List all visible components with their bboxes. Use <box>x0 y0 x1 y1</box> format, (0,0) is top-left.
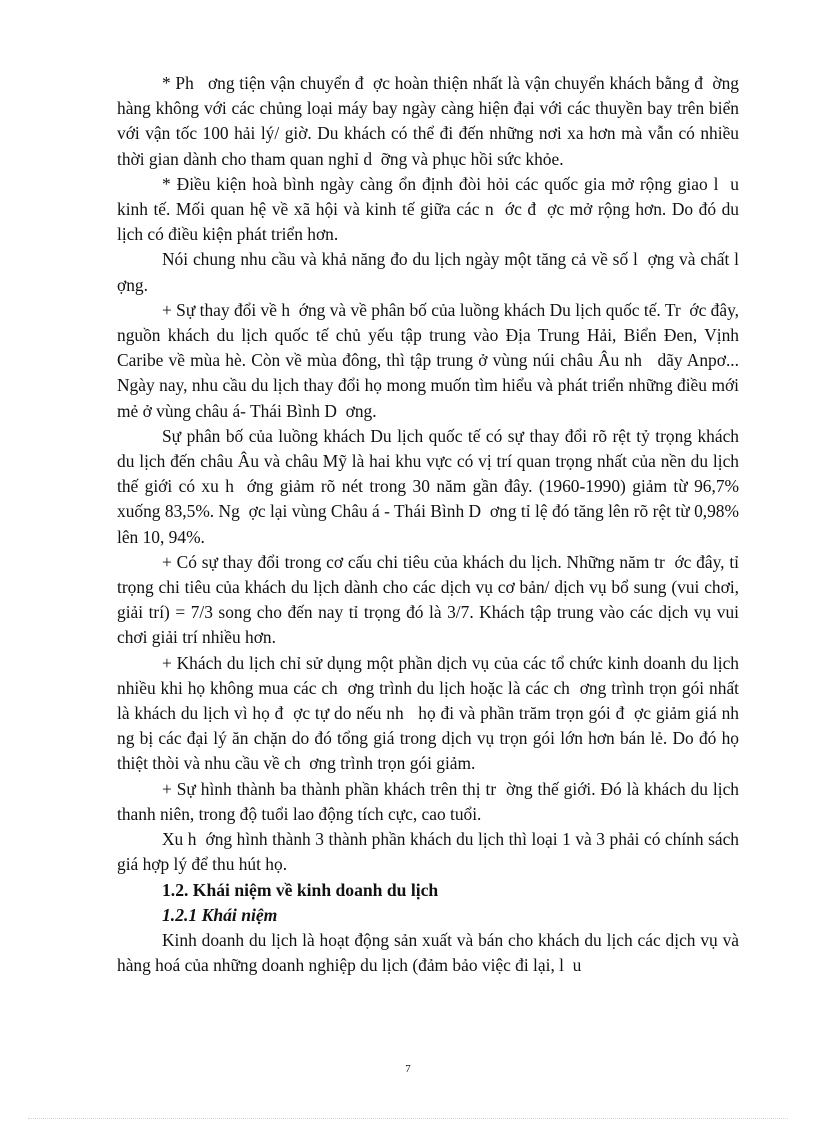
footer-divider <box>28 1118 788 1119</box>
paragraph-demand-summary: Nói chung nhu cầu và khả năng đo du lịch ngày một tăng cả về số l ợng và chất l ợng. <box>117 249 748 295</box>
paragraph-spending-structure: + Có sự thay đổi trong cơ cấu chi tiêu của khách du lịch. Những năm tr ớc đây, tỉ trọng chi tiêu của khách du lịch dành cho các dịch vụ cơ bản/ dịch vụ bổ sung (vui chơi, giải trí) = 7/3 song cho đến nay tỉ trọng đó là 3/7. Khách tập trung vào các dịch vụ vui chơi giải trí nhiều hơn. <box>117 551 744 648</box>
section-heading: 1.2. Khái niệm về kinh doanh du lịch <box>162 879 439 900</box>
paragraph-three-segments: + Sự hình thành ba thành phần khách trên thị tr ờng thế giới. Đó là khách du lịch thanh niên, trong độ tuổi lao động tích cực, cao tuổi. <box>117 778 744 824</box>
paragraph-transport: * Ph ơng tiện vận chuyển đ ợc hoàn thiện nhất là vận chuyển khách bằng đ ờng hàng không với các chủng loại máy bay ngày càng hiện đại với các thuyền bay trên biển với vận tốc 100 hải lý/ giờ. Du khách có thể đi đến những nơi xa hơn mà vẫn có nhiều thời gian dành cho tham quan nghỉ d ỡng và phục hồi sức khỏe. <box>117 73 744 169</box>
paragraph-flow-direction: + Sự thay đổi về h ớng và về phân bố của luồng khách Du lịch quốc tế. Tr ớc đây, nguồn khách du lịch quốc tế chủ yếu tập trung vào Địa Trung Hải, Biển Đen, Vịnh Caribe về mùa hè. Còn về mùa đông, thì tập trung ở vùng núi châu Âu nh dãy Anpơ... Ngày nay, nhu cầu du lịch thay đổi họ mong muốn tìm hiểu và phát triển những điều mới mẻ ở vùng châu á- Thái Bình D ơng. <box>117 299 744 421</box>
page-number: 7 <box>405 1063 411 1075</box>
paragraph-flow-distribution: Sự phân bố của luồng khách Du lịch quốc tế có sự thay đổi rõ rệt tỷ trọng khách du lịch đến châu Âu và châu Mỹ là hai khu vực có vị trí quan trọng nhất của nền du lịch thế giới có xu h ớng giảm rõ nét trong 30 năm gần đây. (1960-1990) giảm từ 96,7% xuống 83,5%. Ng ợc lại vùng Châu á - Thái Bình D ơng tỉ lệ đó tăng lên rõ rệt từ 0,98% lên 10, 94%. <box>117 425 744 547</box>
document-body <box>117 71 748 978</box>
subsection-heading: 1.2.1 Khái niệm <box>162 904 278 925</box>
paragraph-partial-services: + Khách du lịch chỉ sử dụng một phần dịch vụ của các tổ chức kinh doanh du lịch nhiều khi họ không mua các ch ơng trình du lịch hoặc là các ch ơng trình trọn gói nhất là khách du lịch vì họ đ ợc tự do nếu nh họ đi và phần trăm trọn gói đ ợc giảm giá nh ng bị các đại lý ăn chặn do đó tổng giá trong dịch vụ trọn gói lớn hơn bán lẻ. Do đó họ thiệt thòi và nhu cầu về ch ơng trình trọn gói giảm. <box>117 652 748 774</box>
paragraph-definition: Kinh doanh du lịch là hoạt động sản xuất và bán cho khách du lịch các dịch vụ và hàng hoá của những doanh nghiệp du lịch (đảm bảo việc đi lại, l u <box>117 929 744 976</box>
paragraph-pricing-trend: Xu h ớng hình thành 3 thành phần khách du lịch thì loại 1 và 3 phải có chính sách giá hợp lý để thu hút họ. <box>117 829 744 875</box>
paragraph-peace-conditions: * Điều kiện hoà bình ngày càng ổn định đòi hỏi các quốc gia mở rộng giao l u kinh tế. Mối quan hệ về xã hội và kinh tế giữa các n ớc đ ợc mở rộng hơn. Do đó du lịch có điều kiện phát triển hơn. <box>117 173 744 245</box>
